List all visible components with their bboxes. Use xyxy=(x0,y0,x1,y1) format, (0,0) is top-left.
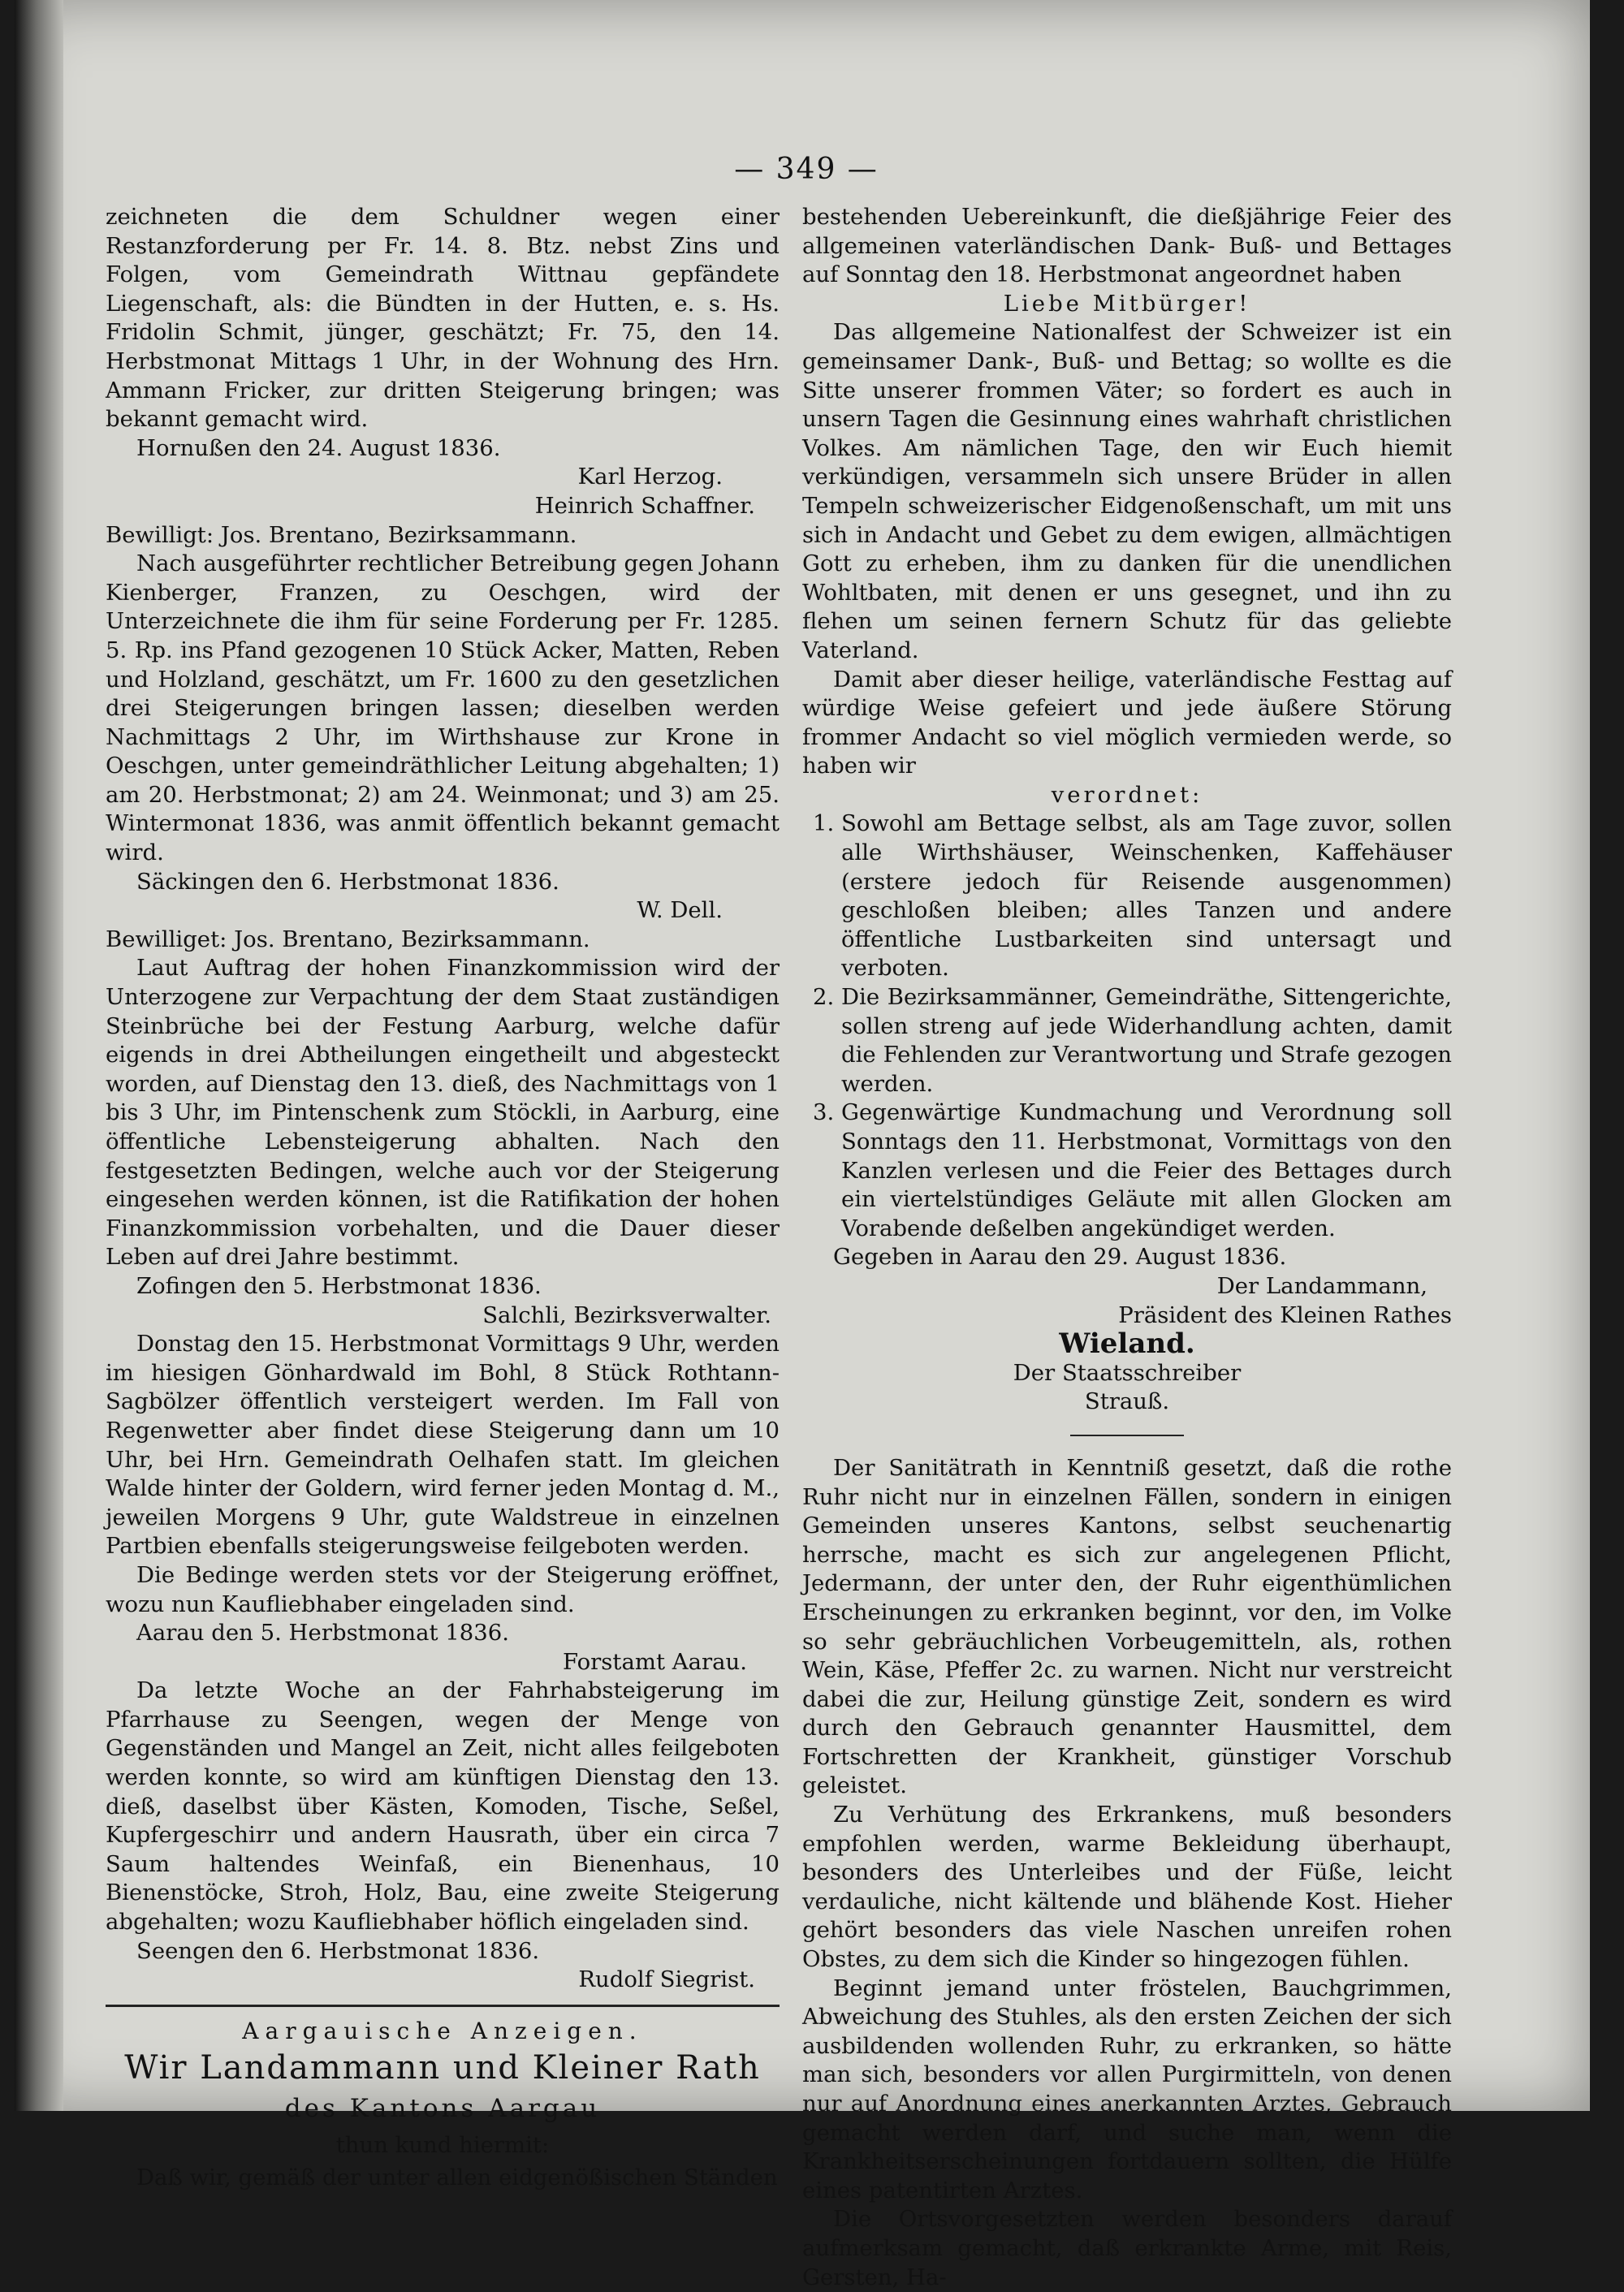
notice-conditions: Die Bedinge werden stets vor der Steigerung eröffnet, wozu nun Kaufliebhaber eingeladen sind. xyxy=(106,1561,780,1617)
proclamation-text: bestehenden Uebereinkunft, die dießjährige Feier des allgemeinen vaterländischen Dank- Buß- und Bettages auf Sonntag den 18. Herbstmonat angeordnet haben xyxy=(802,204,1452,288)
decree-heading: verordnet: xyxy=(1051,781,1203,808)
signature: Forstamt Aarau. xyxy=(563,1648,747,1675)
section-divider xyxy=(106,2005,780,2007)
health-notice: Der Sanitätrath in Kenntniß gesetzt, daß die rothe Ruhr nicht nur in einzelnen Fällen, sondern in einigen Gemeinden unseres Kantons, selbst seuchenartig herrsche, macht es sich zur angelegenen Pflicht, Jedermann, der unter den, der Ruhr eigenthümlichen Erscheinungen zu erkranken beginnt, vor den, im Volke so sehr gebräuchlichen Vorbeugemitteln, als, rothen Wein, Käse, Pfeffer 2c. zu warnen. Nicht nur verstreicht dabei die zur, Heilung günstige Zeit, sondern es wird durch den Gebrauch genannter Hausmittel, dem Fortschretten der Krankheit, günstiger Vorschub geleistet. xyxy=(802,1454,1452,1799)
signature-title: Der Landammann, xyxy=(1216,1272,1427,1299)
given-date: Gegeben in Aarau den 29. August 1836. xyxy=(833,1244,1287,1271)
proclamation-subheading: des Kantons Aargau xyxy=(284,2094,601,2124)
salutation: Liebe Mitbürger! xyxy=(1003,290,1251,317)
approval-line: Bewilligt: Jos. Brentano, Bezirksammann. xyxy=(106,521,577,548)
notice-wittnau: zeichneten die dem Schuldner wegen einer Restanzforderung per Fr. 14. 8. Btz. nebst Zins und Folgen, vom Gemeindrath Wittnau gepfändete Liegenschaft, als: die Bündten in der Hutten, e. s. Hs. Fridolin Schmit, jünger, geschätzt; Fr. 75, den 14. Herbstmonat Mittags 1 Uhr, in der Wohnung des Hrn. Ammann Fricker, zur dritten Steigerung bringen; was bekannt gemacht wird. xyxy=(106,204,780,433)
proclamation-subheading: thun kund hiermit: xyxy=(335,2132,550,2159)
notice-aarburg: Laut Auftrag der hohen Finanzkommission wird der Unterzogene zur Verpachtung der dem Staat zuständigen Steinbrüche bei der Festung Aarburg, welche dafür eigends in drei Abtheilungen eingetheilt und abgesteckt worden, auf Dienstag den 13. dieß, des Nachmittags von 1 bis 3 Uhr, im Pintenschenk zum Stöckli, in Aarburg, eine öffentliche Lebensteigerung abhalten. Nach den festgesetzten Bedingen, welche auch vor der Steigerung eingesehen werden können, ist die Ratifikation der hohen Finanzkommission vorbehalten, und die Dauer dieser Leben auf drei Jahre bestimmt. xyxy=(106,955,780,1271)
notice-oeschgen: Nach ausgeführter rechtlicher Betreibung gegen Johann Kienberger, Franzen, zu Oeschgen, wird der Unterzeichnete die ihm für seine Forderung per Fr. 1285. 5. Rp. ins Pfand gezogenen 10 Stück Acker, Matten, Reben und Holzland, geschätzt, um Fr. 1600 zu den gesetzlichen drei Steigerungen bringen lassen; dieselben werden Nachmittags 2 Uhr, im Wirthshause zur Krone in Oeschgen, unter gemeindräthlicher Leitung abgehalten; 1) am 20. Herbstmonat; 2) am 24. Weinmonat; und 3) am 25. Wintermonat 1836, was anmit öffentlich bekannt gemacht wird. xyxy=(106,550,780,866)
newspaper-page xyxy=(15,0,1590,2290)
proclamation-text: Damit aber dieser heilige, vaterländische Festtag auf würdige Weise gefeiert und jede äußere Störung frommer Andacht so viel möglich vermieden werde, so haben wir xyxy=(802,666,1452,779)
notice-place-date: Hornußen den 24. August 1836. xyxy=(136,434,501,461)
signature-title: Der Staatsschreiber xyxy=(1013,1359,1242,1386)
notice-seengen: Da letzte Woche an der Fahrhabsteigerung im Pfarrhause zu Seengen, wegen der Menge von Gegenständen und Mangel an Zeit, nicht alles feilgeboten werden konnte, so wird am künftigen Dienstag den 13. dieß, daselbst über Kästen, Komoden, Tische, Seßel, Kupfergeschirr und andern Hausrath, über ein circa 7 Saum haltendes Weinfaß, ein Bienenhaus, 10 Bienenstöcke, Stroh, Holz, Bau, eine zweite Steigerung abgehalten; wozu Kaufliebhaber höflich eingeladen sind. xyxy=(106,1677,780,1936)
notice-place-date: Säckingen den 6. Herbstmonat 1836. xyxy=(136,868,559,895)
right-column xyxy=(802,203,1452,2292)
health-notice: Die Ortsvorgesetzten werden besonders darauf aufmerksam gemacht, daß erkrankte Arme, mit Reis, Gersten, Ha- xyxy=(802,2206,1452,2290)
decree-item: 2. Die Bezirksammänner, Gemeindräthe, Sittengerichte, sollen streng auf jede Widerhandlung achten, damit die Fehlenden zur Verantwortung und Strafe gezogen werden. xyxy=(841,983,1452,1099)
proclamation-intro: Daß wir, gemäß der unter allen eidgenößischen Ständen xyxy=(136,2165,778,2191)
left-column xyxy=(106,203,780,2193)
signature: Heinrich Schaffner. xyxy=(534,492,755,519)
approval-line: Bewilliget: Jos. Brentano, Bezirksammann. xyxy=(106,926,590,952)
health-notice: Beginnt jemand unter fröstelen, Bauchgrimmen, Abweichung des Stuhles, als den ersten Zeichen der sich ausbildenden wollenden Ruhr, zu erkranken, so hätte man sich, besonders vor allen Purgirmitteln, von denen nur auf Anordnung eines anerkannten Arztes, Gebrauch gemacht werden darf, und suche man, wenn die Krankheitserscheinungen fortdauern sollten, die Hülfe eines patentirten Arztes. xyxy=(802,1975,1452,2204)
health-notice: Zu Verhütung des Erkrankens, muß besonders empfohlen werden, warme Bekleidung überhaupt, besonders des Unterleibes und der Füße, leicht verdauliche, nicht kältende und blähende Kost. Hieher gehört besonders das viele Naschen unreifen rohen Obstes, zu dem sich die Kinder so hingezogen fühlen. xyxy=(802,1802,1452,1973)
signature-name: Wieland. xyxy=(1059,1327,1195,1361)
page-number: — 349 — xyxy=(734,153,879,186)
notice-place-date: Zofingen den 5. Herbstmonat 1836. xyxy=(136,1272,542,1299)
signature: Karl Herzog. xyxy=(577,464,723,490)
signature: Salchli, Bezirksverwalter. xyxy=(482,1301,771,1328)
section-title: Aargauische Anzeigen. xyxy=(242,2017,643,2044)
proclamation-text: Das allgemeine Nationalfest der Schweizer ist ein gemeinsamer Dank-, Buß- und Bettag; so wollte es die Sitte unserer frommen Väter; so fordert es auch in unsern Tagen die Gesinnung eines wahrhaft christlichen Volkes. Am nämlichen Tage, den wir Euch hiemit verkündigen, versammeln sich unsere Brüder in allen Tempeln schweizerischer Eidgenoßenschaft, um mit uns sich in Andacht und Gebet zu dem ewigen, allmächtigen Gott zu erheben, ihm zu danken für die unendlichen Wohltbaten, mit denen er uns gesegnet, und ihn zu flehen um seinen fernern Schutz für das geliebte Vaterland. xyxy=(802,319,1452,663)
signature: W. Dell. xyxy=(637,897,723,924)
notice-place-date: Aarau den 5. Herbstmonat 1836. xyxy=(136,1620,509,1647)
decree-list xyxy=(802,809,1452,1243)
signature: Rudolf Siegrist. xyxy=(578,1966,755,1993)
signature-title: Präsident des Kleinen Rathes xyxy=(1118,1301,1452,1328)
decree-item: 3. Gegenwärtige Kundmachung und Verordnung soll Sonntags den 11. Herbstmonat, Vormittags von den Kanzlen verlesen und die Feier des Bettages durch ein viertelstündiges Geläute mit allen Glocken am Vorabende deßelben angekündiget werden. xyxy=(841,1099,1452,1243)
notice-gonhardwald: Donstag den 15. Herbstmonat Vormittags 9 Uhr, werden im hiesigen Gönhardwald im Bohl, 8 Stück Rothtann-Sagbölzer öffentlich versteigert werden. Im Fall von Regenwetter aber findet diese Steigerung dann um 10 Uhr, bei Hrn. Gemeindrath Oelhafen statt. Im gleichen Walde hinter der Goldern, wird ferner jeden Montag d. M., jeweilen Morgens 9 Uhr, gute Waldstreue in einzelnen Partbien ebenfalls steigerungsweise feilgeboten werden. xyxy=(106,1331,780,1560)
signature-name: Strauß. xyxy=(1084,1388,1170,1415)
decree-item: 1. Sowohl am Bettage selbst, als am Tage zuvor, sollen alle Wirthshäuser, Weinschenken, Kaffehäuser (erstere jedoch für Reisende ausgenommen) geschloßen bleiben; alles Tanzen und andere öffentliche Lustbarkeiten sind untersagt und verboten. xyxy=(841,809,1452,983)
divider xyxy=(1070,1435,1184,1436)
notice-place-date: Seengen den 6. Herbstmonat 1836. xyxy=(136,1937,540,1964)
proclamation-heading: Wir Landammann und Kleiner Rath xyxy=(124,2049,761,2087)
